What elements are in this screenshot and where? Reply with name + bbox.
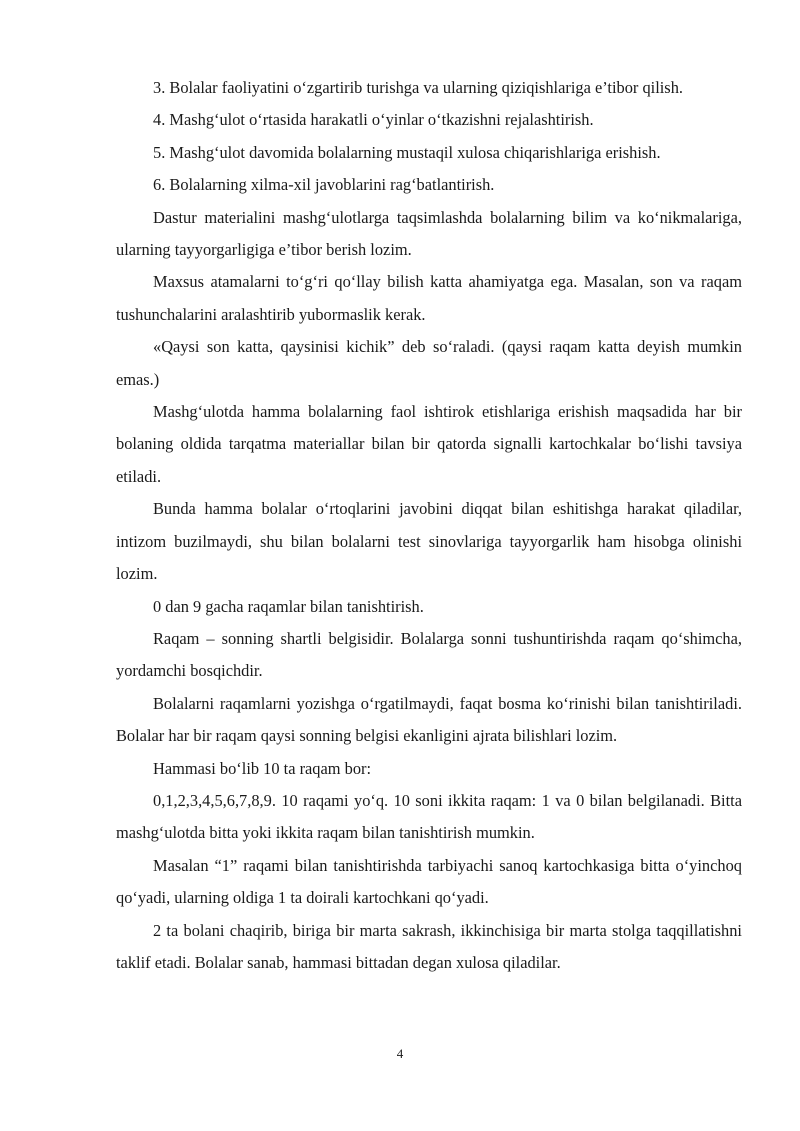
page-number: 4 xyxy=(396,1046,404,1061)
paragraph: 0 dan 9 gacha raqamlar bilan tanishtirish. xyxy=(153,596,424,616)
paragraph: 6. Bolalarning xilma-xil javoblarini rag‘batlantirish. xyxy=(153,175,495,195)
paragraph: Dastur materialini mashg‘ulotlarga taqsimlashda bolalarning bilim va ko‘nikmalariga, ularning tayyorgarligiga e’tibor berish lozim. xyxy=(116,207,742,260)
paragraph: Bunda hamma bolalar o‘rtoqlarini javobini diqqat bilan eshitishga harakat qiladilar, intizom buzilmaydi, shu bilan bolalarni test sinovlariga tayyorgarlik ham hisobga olinishi lozim. xyxy=(116,499,742,584)
paragraph: Mashg‘ulotda hamma bolalarning faol ishtirok etishlariga erishish maqsadida har bir bolaning oldida tarqatma materiallar bilan bir qatorda signalli kartochkalar bo‘lishi tavsiya etiladi. xyxy=(116,402,742,486)
paragraph: Maxsus atamalarni to‘g‘ri qo‘llay bilish katta ahamiyatga ega. Masalan, son va raqam tushunchalarini aralashtirib yubormaslik kerak. xyxy=(116,272,742,324)
document-body xyxy=(116,72,742,979)
paragraph: Masalan “1” raqami bilan tanishtirishda tarbiyachi sanoq kartochkasiga bitta o‘yinchoq qo‘yadi, ularning oldiga 1 ta doirali kartochkani qo‘yadi. xyxy=(116,855,742,908)
paragraph: Bolalarni raqamlarni yozishga o‘rgatilmaydi, faqat bosma ko‘rinishi bilan tanishtiriladi. Bolalar har bir raqam qaysi sonning belgisi ekanligini ajrata bilishlari lozim. xyxy=(116,693,742,746)
paragraph: 5. Mashg‘ulot davomida bolalarning mustaqil xulosa chiqarishlariga erishish. xyxy=(153,142,661,162)
paragraph: 4. Mashg‘ulot o‘rtasida harakatli o‘yinlar o‘tkazishni rejalashtirish. xyxy=(153,110,594,130)
paragraph: Hammasi bo‘lib 10 ta raqam bor: xyxy=(153,758,372,778)
paragraph: Raqam – sonning shartli belgisidir. Bolalarga sonni tushuntirishda raqam qo‘shimcha, yordamchi bosqichdir. xyxy=(116,628,742,681)
paragraph: «Qaysi son katta, qaysinisi kichik” deb so‘raladi. (qaysi raqam katta deyish mumkin emas.) xyxy=(116,337,742,389)
paragraph: 0,1,2,3,4,5,6,7,8,9. 10 raqami yo‘q. 10 soni ikkita raqam: 1 va 0 bilan belgilanadi. Bitta mashg‘ulotda bitta yoki ikkita raqam bilan tanishtirish mumkin. xyxy=(116,790,742,843)
paragraph: 3. Bolalar faoliyatini o‘zgartirib turishga va ularning qiziqishlariga e’tibor qilish. xyxy=(153,78,683,97)
paragraph: 2 ta bolani chaqirib, biriga bir marta sakrash, ikkinchisiga bir marta stolga taqqillatishni taklif etadi. Bolalar sanab, hammasi bittadan degan xulosa qiladilar. xyxy=(116,920,742,972)
